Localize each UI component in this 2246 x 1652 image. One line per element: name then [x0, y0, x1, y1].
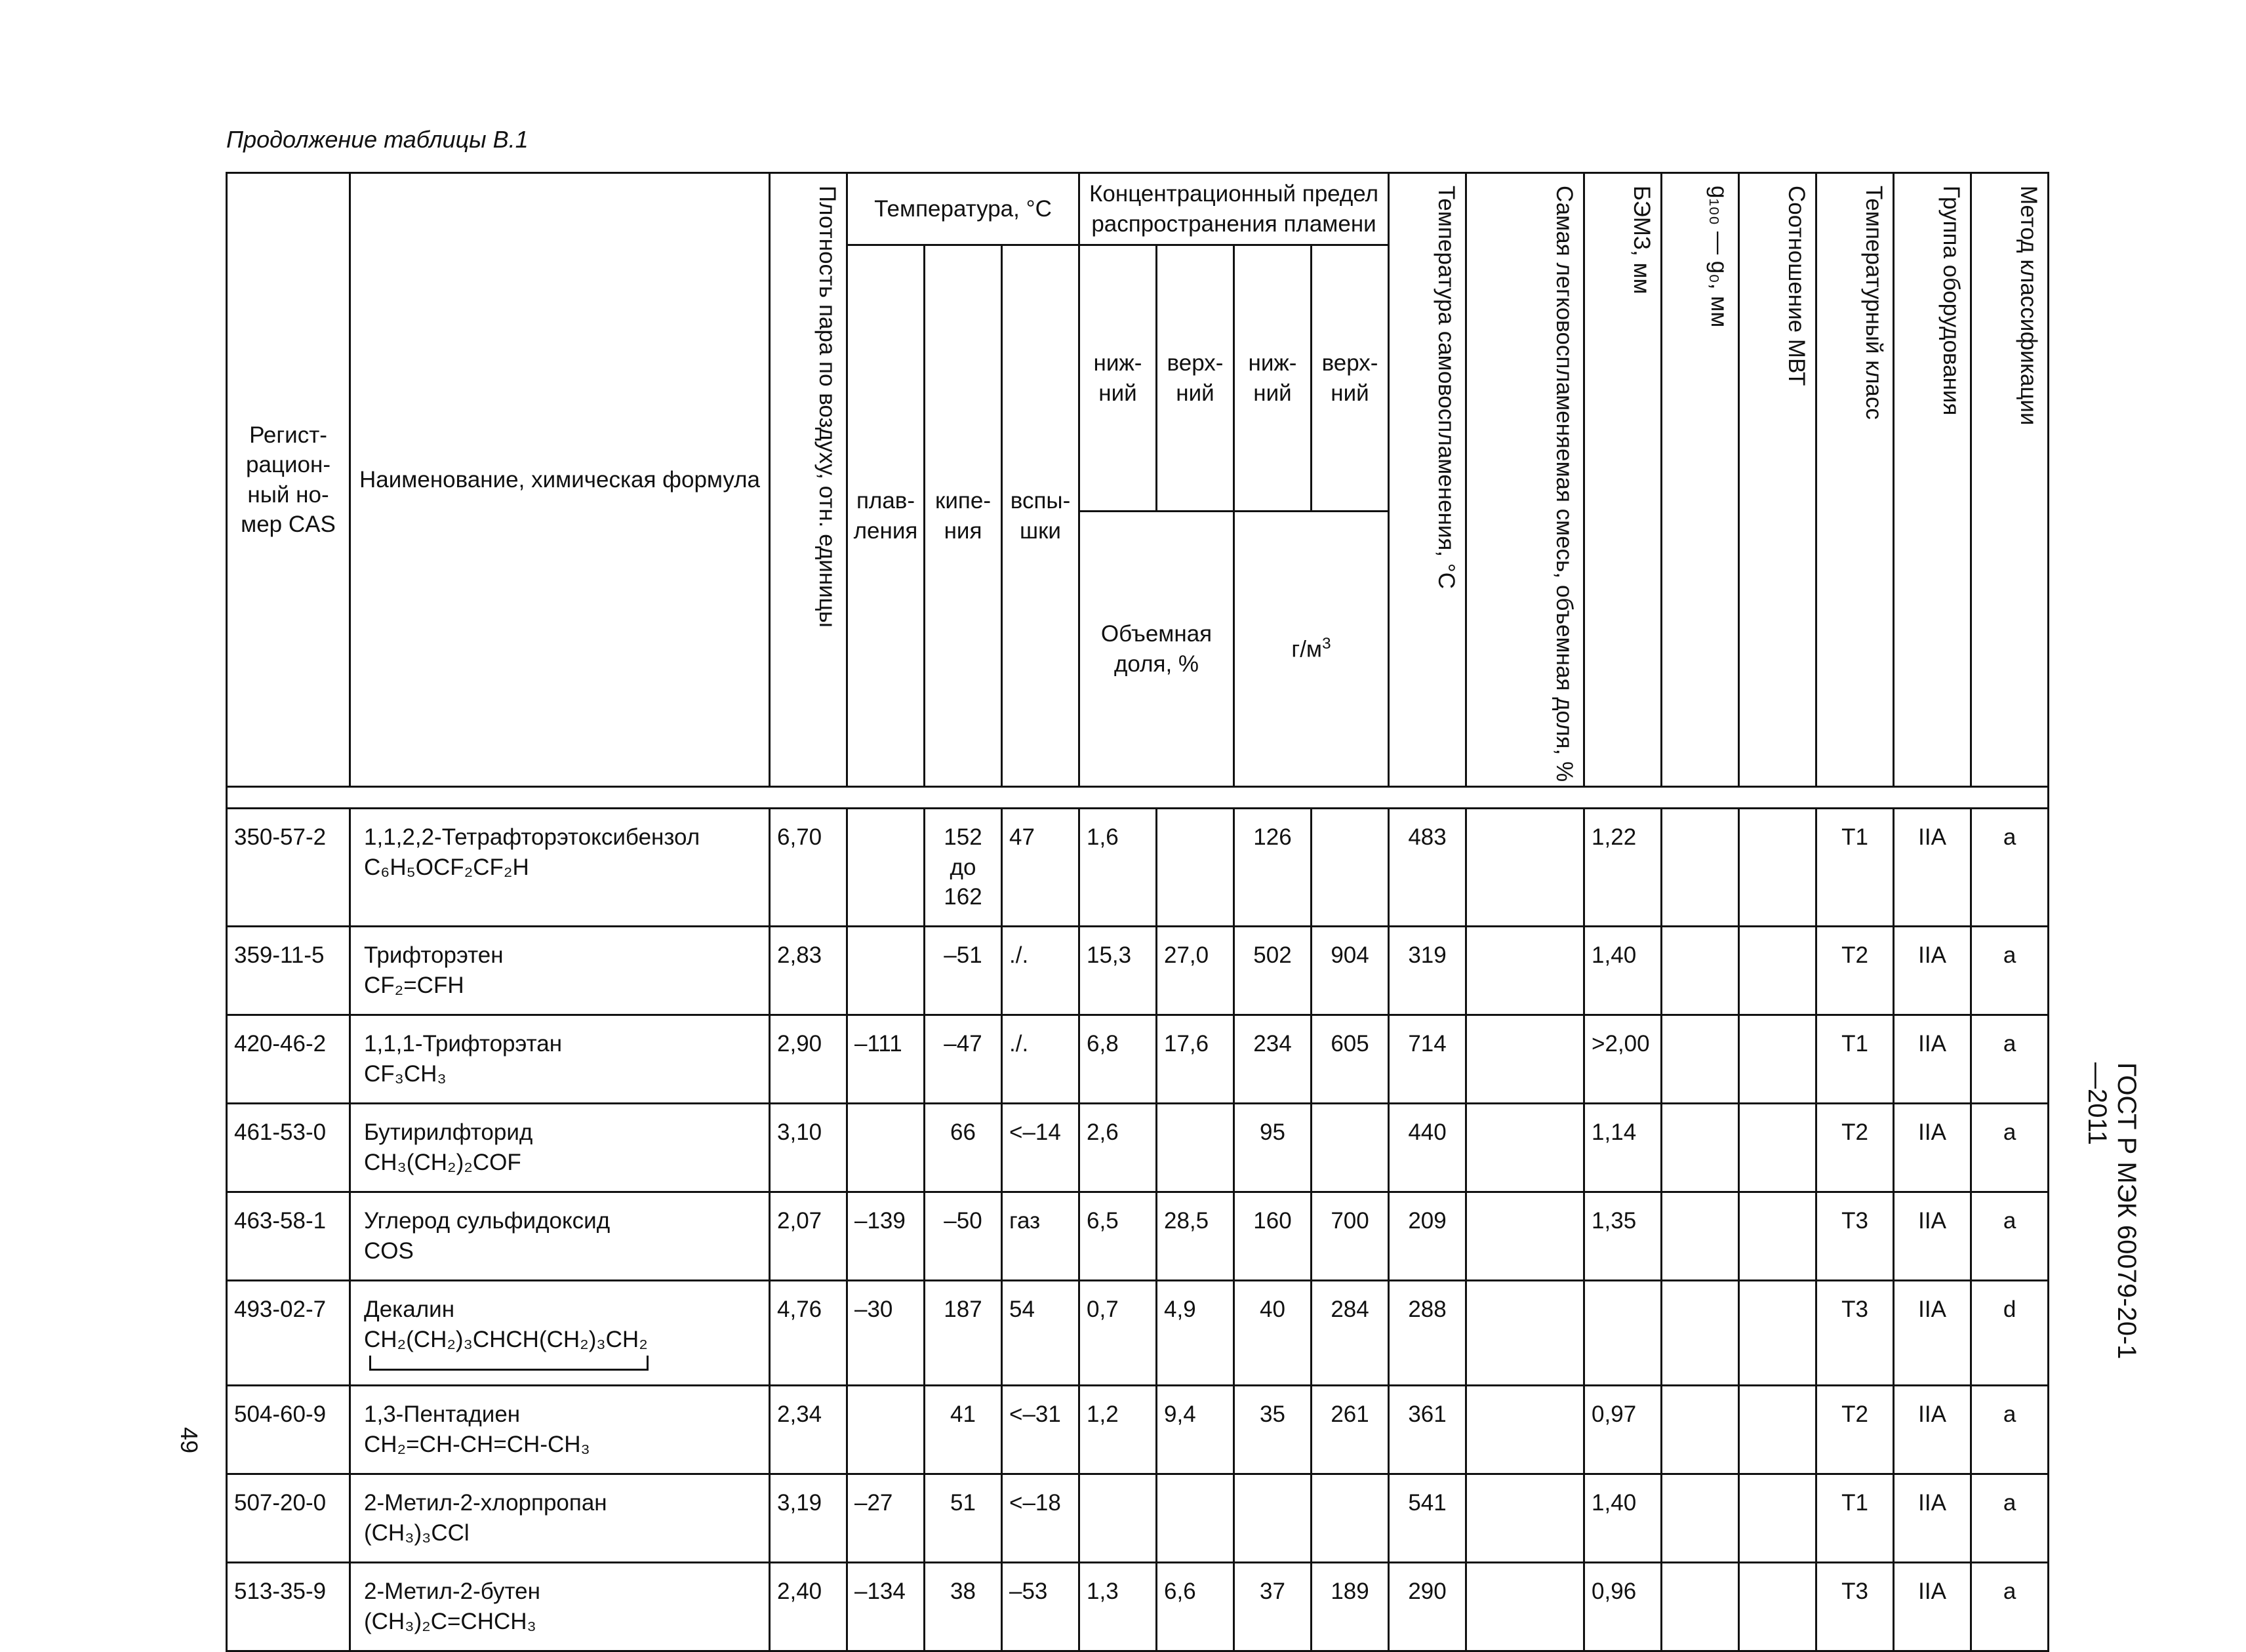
substance-name: Декалин	[364, 1297, 455, 1323]
chemical-formula: CF₂=CFH	[364, 972, 464, 998]
cell-l1	[1079, 1474, 1157, 1563]
cell-mic	[1739, 1386, 1816, 1474]
cell-melt: –30	[847, 1281, 925, 1386]
header-density: Плотность пара по воздуху, отн. единицы	[770, 173, 847, 787]
table-row	[227, 1563, 2049, 1651]
cell-flash: 54	[1002, 1281, 1079, 1386]
cell-l2: 40	[1234, 1281, 1312, 1386]
cell-gap	[1662, 927, 1739, 1015]
cell-u2: 904	[1312, 927, 1389, 1015]
cell-u2: 261	[1312, 1386, 1389, 1474]
cell-name	[350, 1281, 770, 1386]
cell-grp: IIA	[1894, 1474, 1971, 1563]
header-upper-gm3: верх-ний	[1312, 245, 1389, 512]
cell-l2: 160	[1234, 1192, 1312, 1281]
cell-mic	[1739, 1281, 1816, 1386]
substance-name: 2-Метил-2-бутен	[364, 1579, 540, 1605]
cell-mesg: >2,00	[1584, 1015, 1662, 1104]
cell-l1: 2,6	[1079, 1104, 1157, 1192]
cell-u2: 189	[1312, 1563, 1389, 1651]
cell-u1	[1157, 1474, 1234, 1563]
cell-m: a	[1971, 1474, 2049, 1563]
table-row	[227, 1192, 2049, 1281]
substance-name: 1,3-Пентадиен	[364, 1401, 521, 1428]
chemical-formula: CH₂(CH₂)₃CHCH(CH₂)₃CH₂	[364, 1326, 648, 1352]
cell-u2	[1312, 1104, 1389, 1192]
cell-dens: 2,83	[770, 927, 847, 1015]
table-row	[227, 1386, 2049, 1474]
table-caption: Продолжение таблицы В.1	[226, 126, 529, 153]
cell-tc: T3	[1816, 1192, 1894, 1281]
cell-m: a	[1971, 927, 2049, 1015]
table-row	[227, 809, 2049, 927]
cell-gap	[1662, 1474, 1739, 1563]
cell-ait: 290	[1389, 1563, 1466, 1651]
cell-mic	[1739, 1192, 1816, 1281]
header-autoignition: Температура самовоспламенения, °С	[1389, 173, 1466, 787]
cell-flash: ./.	[1002, 927, 1079, 1015]
header-lower-vol: ниж-ний	[1079, 245, 1157, 512]
cell-boil: 51	[925, 1474, 1002, 1563]
cell-dens: 3,10	[770, 1104, 847, 1192]
cell-u2: 284	[1312, 1281, 1389, 1386]
cell-name	[350, 1474, 770, 1563]
cell-melt	[847, 1386, 925, 1474]
cell-mesg: 1,22	[1584, 809, 1662, 927]
cell-m: a	[1971, 1104, 2049, 1192]
cell-mic	[1739, 809, 1816, 927]
cell-flash: <–18	[1002, 1474, 1079, 1563]
cell-u1: 6,6	[1157, 1563, 1234, 1651]
cell-ait: 483	[1389, 809, 1466, 927]
cell-cas: 504-60-9	[227, 1386, 350, 1474]
cell-melt	[847, 809, 925, 927]
cell-dens: 2,90	[770, 1015, 847, 1104]
cell-l2: 35	[1234, 1386, 1312, 1474]
cell-ait: 319	[1389, 927, 1466, 1015]
cell-cas: 420-46-2	[227, 1015, 350, 1104]
cell-u1: 17,6	[1157, 1015, 1234, 1104]
chemical-formula: (CH₃)₂C=CHCH₃	[364, 1608, 536, 1634]
cell-grp: IIA	[1894, 1281, 1971, 1386]
cell-name	[350, 1104, 770, 1192]
table-row	[227, 1104, 2049, 1192]
cell-grp: IIA	[1894, 1104, 1971, 1192]
cell-l2	[1234, 1474, 1312, 1563]
cell-mesg	[1584, 1281, 1662, 1386]
cell-gap	[1662, 809, 1739, 927]
cell-tc: T1	[1816, 809, 1894, 927]
table-body	[227, 809, 2049, 1651]
cell-boil: 152 до 162	[925, 809, 1002, 927]
cell-mic	[1739, 1474, 1816, 1563]
cell-mesg: 1,40	[1584, 927, 1662, 1015]
cell-u1: 27,0	[1157, 927, 1234, 1015]
cell-l2: 234	[1234, 1015, 1312, 1104]
chemical-formula: CH₂=CH-CH=CH-CH₃	[364, 1431, 590, 1457]
cell-l1: 6,8	[1079, 1015, 1157, 1104]
cell-dens: 4,76	[770, 1281, 847, 1386]
cell-tc: T2	[1816, 927, 1894, 1015]
substance-name: 2-Метил-2-хлорпропан	[364, 1490, 607, 1516]
cell-u1	[1157, 1104, 1234, 1192]
header-melt: плав-ления	[847, 245, 925, 787]
cell-tc: T1	[1816, 1474, 1894, 1563]
cell-gap	[1662, 1015, 1739, 1104]
header-gap: g₁₀₀ — g₀, мм	[1662, 173, 1739, 787]
cell-l2: 37	[1234, 1563, 1312, 1651]
cell-gap	[1662, 1192, 1739, 1281]
cell-l1: 1,6	[1079, 809, 1157, 927]
cell-grp: IIA	[1894, 1192, 1971, 1281]
cell-boil: 66	[925, 1104, 1002, 1192]
cell-name	[350, 1015, 770, 1104]
cell-mesg: 1,14	[1584, 1104, 1662, 1192]
cell-mf	[1466, 1104, 1584, 1192]
table-row	[227, 1281, 2049, 1386]
cell-gap	[1662, 1563, 1739, 1651]
cell-flash: ./.	[1002, 1015, 1079, 1104]
cell-tc: T3	[1816, 1281, 1894, 1386]
header-volume-fraction: Объемная доля, %	[1079, 512, 1234, 787]
cell-ait: 714	[1389, 1015, 1466, 1104]
header-boil: кипе-ния	[925, 245, 1002, 787]
cell-boil: –51	[925, 927, 1002, 1015]
substance-name: 1,1,1-Трифторэтан	[364, 1031, 563, 1057]
header-upper-vol: верх-ний	[1157, 245, 1234, 512]
cell-ait: 541	[1389, 1474, 1466, 1563]
cell-mf	[1466, 1192, 1584, 1281]
cell-dens: 2,07	[770, 1192, 847, 1281]
table-header	[227, 173, 2049, 809]
substance-name: Трифторэтен	[364, 942, 504, 969]
cell-mf	[1466, 1474, 1584, 1563]
cell-ait: 440	[1389, 1104, 1466, 1192]
cell-l2: 95	[1234, 1104, 1312, 1192]
cell-dens: 6,70	[770, 809, 847, 927]
cell-dens: 3,19	[770, 1474, 847, 1563]
cell-boil: –50	[925, 1192, 1002, 1281]
cell-name	[350, 927, 770, 1015]
cell-dens: 2,40	[770, 1563, 847, 1651]
cell-mf	[1466, 1015, 1584, 1104]
cell-u1	[1157, 809, 1234, 927]
cell-boil: 187	[925, 1281, 1002, 1386]
header-gm3: $г/м^3$	[1234, 512, 1389, 787]
cell-mic	[1739, 1015, 1816, 1104]
cell-m: a	[1971, 1563, 2049, 1651]
cell-melt: –134	[847, 1563, 925, 1651]
table-row	[227, 927, 2049, 1015]
chemical-formula: C₆H₅OCF₂CF₂H	[364, 854, 529, 880]
cell-mic	[1739, 927, 1816, 1015]
cell-cas: 359-11-5	[227, 927, 350, 1015]
cell-gap	[1662, 1281, 1739, 1386]
cell-u2	[1312, 1474, 1389, 1563]
cell-ait: 209	[1389, 1192, 1466, 1281]
cell-cas: 350-57-2	[227, 809, 350, 927]
cell-cas: 461-53-0	[227, 1104, 350, 1192]
cell-u2: 700	[1312, 1192, 1389, 1281]
cell-melt: –111	[847, 1015, 925, 1104]
cell-grp: IIA	[1894, 1563, 1971, 1651]
cell-m: a	[1971, 1386, 2049, 1474]
cell-u1: 9,4	[1157, 1386, 1234, 1474]
cell-boil: –47	[925, 1015, 1002, 1104]
cell-mf	[1466, 1281, 1584, 1386]
cell-gap	[1662, 1386, 1739, 1474]
cell-tc: T2	[1816, 1386, 1894, 1474]
header-cas: Регист-рацион-ный но-мер CAS	[227, 173, 350, 787]
cell-grp: IIA	[1894, 927, 1971, 1015]
cell-flash: 47	[1002, 809, 1079, 927]
cell-grp: IIA	[1894, 809, 1971, 927]
cell-gap	[1662, 1104, 1739, 1192]
document-designation: ГОСТ Р МЭК 60079-20-1—2011	[2083, 1062, 2141, 1360]
cell-m: a	[1971, 1015, 2049, 1104]
substance-name: Углерод сульфидоксид	[364, 1208, 611, 1234]
cell-ait: 288	[1389, 1281, 1466, 1386]
cell-mf	[1466, 809, 1584, 927]
cell-l1: 15,3	[1079, 927, 1157, 1015]
chemical-formula: (CH₃)₃CCl	[364, 1520, 470, 1546]
cell-flash: газ	[1002, 1192, 1079, 1281]
cell-melt	[847, 1104, 925, 1192]
cell-m: a	[1971, 1192, 2049, 1281]
header-method: Метод классификации	[1971, 173, 2049, 787]
cell-mf	[1466, 927, 1584, 1015]
table-row	[227, 1015, 2049, 1104]
chemical-formula: CH₃(CH₂)₂COF	[364, 1149, 521, 1175]
header-most-ignitable: Самая легковоспламеняемая смесь, объемная доля, %	[1466, 173, 1584, 787]
cell-name	[350, 1386, 770, 1474]
cell-l2: 502	[1234, 927, 1312, 1015]
cell-cas: 463-58-1	[227, 1192, 350, 1281]
cell-u1: 28,5	[1157, 1192, 1234, 1281]
cell-tc: T2	[1816, 1104, 1894, 1192]
cell-tc: T3	[1816, 1563, 1894, 1651]
cell-l1: 6,5	[1079, 1192, 1157, 1281]
cell-cas: 513-35-9	[227, 1563, 350, 1651]
cell-dens: 2,34	[770, 1386, 847, 1474]
cell-flash: <–31	[1002, 1386, 1079, 1474]
cell-boil: 41	[925, 1386, 1002, 1474]
cell-name	[350, 1563, 770, 1651]
cell-mesg: 1,35	[1584, 1192, 1662, 1281]
substance-name: 1,1,2,2-Тетрафторэтоксибензол	[364, 824, 700, 851]
ring-bracket	[369, 1356, 649, 1371]
cell-mesg: 0,96	[1584, 1563, 1662, 1651]
cell-name	[350, 1192, 770, 1281]
cell-mesg: 1,40	[1584, 1474, 1662, 1563]
cell-m: a	[1971, 809, 2049, 927]
cell-melt	[847, 927, 925, 1015]
cell-u2: 605	[1312, 1015, 1389, 1104]
cell-mf	[1466, 1386, 1584, 1474]
cell-m: d	[1971, 1281, 2049, 1386]
header-mesg: БЭМЗ, мм	[1584, 173, 1662, 787]
substance-name: Бутирилфторид	[364, 1119, 533, 1146]
cell-grp: IIA	[1894, 1015, 1971, 1104]
header-temp-class: Температурный класс	[1816, 173, 1894, 787]
cell-l1: 1,2	[1079, 1386, 1157, 1474]
page-number: 49	[176, 1426, 203, 1454]
header-lower-gm3: ниж-ний	[1234, 245, 1312, 512]
cell-mic	[1739, 1104, 1816, 1192]
cell-boil: 38	[925, 1563, 1002, 1651]
cell-name	[350, 809, 770, 927]
header-flash: вспы-шки	[1002, 245, 1079, 787]
cell-melt: –139	[847, 1192, 925, 1281]
cell-melt: –27	[847, 1474, 925, 1563]
cell-ait: 361	[1389, 1386, 1466, 1474]
table-row	[227, 1474, 2049, 1563]
header-temperature: Температура, °С	[847, 173, 1079, 245]
substance-table	[226, 172, 2049, 1652]
chemical-formula: CF₃CH₃	[364, 1060, 447, 1087]
cell-l1: 0,7	[1079, 1281, 1157, 1386]
cell-mic	[1739, 1563, 1816, 1651]
cell-flash: –53	[1002, 1563, 1079, 1651]
cell-mf	[1466, 1563, 1584, 1651]
cell-cas: 493-02-7	[227, 1281, 350, 1386]
cell-u1: 4,9	[1157, 1281, 1234, 1386]
cell-u2	[1312, 809, 1389, 927]
cell-l1: 1,3	[1079, 1563, 1157, 1651]
cell-tc: T1	[1816, 1015, 1894, 1104]
chemical-formula: COS	[364, 1238, 414, 1264]
header-mic: Соотношение МВТ	[1739, 173, 1816, 787]
cell-flash: <–14	[1002, 1104, 1079, 1192]
header-name: Наименование, химическая формула	[350, 173, 770, 787]
cell-grp: IIA	[1894, 1386, 1971, 1474]
header-equipment-group: Группа оборудования	[1894, 173, 1971, 787]
cell-mesg: 0,97	[1584, 1386, 1662, 1474]
header-concentration: Концентрационный предел распространения пламени	[1079, 173, 1389, 245]
cell-cas: 507-20-0	[227, 1474, 350, 1563]
cell-l2: 126	[1234, 809, 1312, 927]
